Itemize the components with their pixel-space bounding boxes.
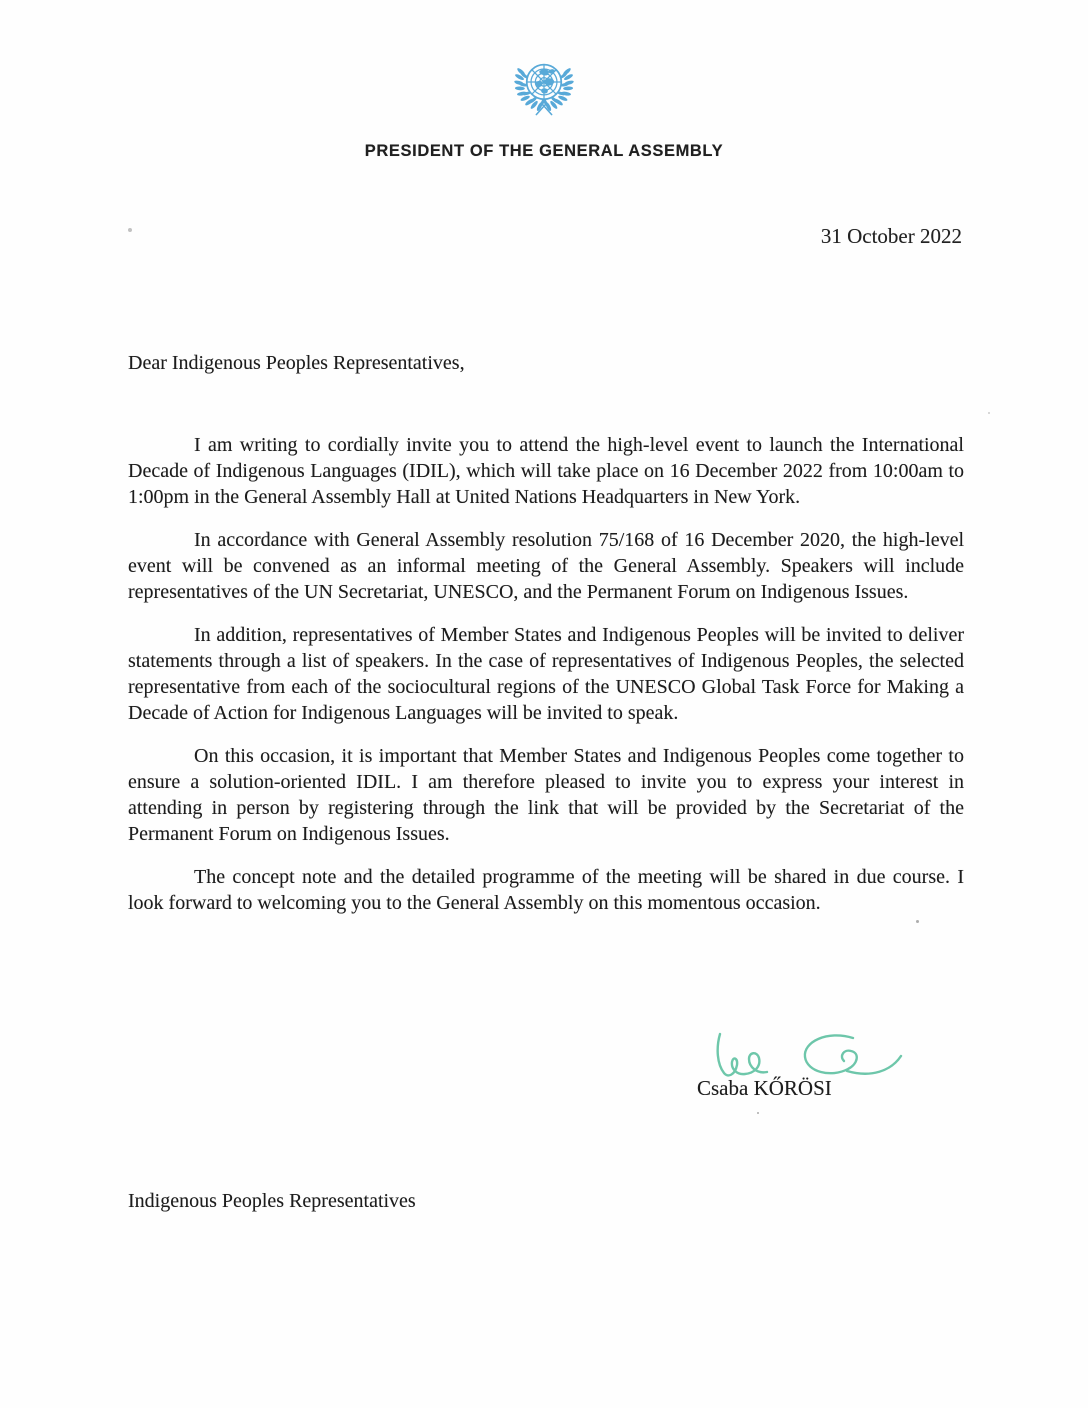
letter-paragraph-1: I am writing to cordially invite you to attend the high-level event to launch the International Decade of Indigenous Languages (IDIL), which will take place on 16 December 2022 from 10:00am to 1:00pm in the General Assembly Hall at United Nations Headquarters in New York. bbox=[128, 434, 964, 508]
letter-paragraph-5: The concept note and the detailed programme of the meeting will be shared in due course. I look forward to welcoming you to the General Assembly on this momentous occasion. bbox=[128, 866, 964, 914]
scan-speck bbox=[988, 412, 990, 414]
scan-speck bbox=[128, 228, 132, 232]
letter-date: 31 October 2022 bbox=[820, 224, 962, 248]
letterhead bbox=[0, 52, 1088, 161]
signatory-name: Csaba KŐRÖSI bbox=[697, 1076, 832, 1100]
scan-speck bbox=[757, 1112, 759, 1114]
un-emblem-icon bbox=[496, 52, 592, 138]
scan-speck bbox=[916, 920, 919, 923]
salutation: Dear Indigenous Peoples Representatives, bbox=[128, 352, 465, 374]
letter-paragraph-4: On this occasion, it is important that Member States and Indigenous Peoples come together to ensure a solution-oriented IDIL. I am therefore pleased to invite you to express your interest in attending in person by registering through the link that will be provided by the Secretariat of the Permanent Forum on Indigenous Issues. bbox=[128, 745, 964, 845]
letterhead-title: PRESIDENT OF THE GENERAL ASSEMBLY bbox=[364, 142, 724, 160]
letter-body bbox=[128, 350, 964, 933]
letter-paragraph-2: In accordance with General Assembly resolution 75/168 of 16 December 2020, the high-level event will be convened as an informal meeting of the General Assembly. Speakers will include representatives of the UN Secretariat, UNESCO, and the Permanent Forum on Indigenous Issues. bbox=[128, 529, 964, 603]
letter-paragraph-3: In addition, representatives of Member States and Indigenous Peoples will be invited to deliver statements through a list of speakers. In the case of representatives of Indigenous Peoples, the selected representative from each of the sociocultural regions of the UNESCO Global Task Force for Making a Decade of Action for Indigenous Languages will be invited to speak. bbox=[128, 624, 964, 724]
addressee-line: Indigenous Peoples Representatives bbox=[128, 1190, 416, 1212]
